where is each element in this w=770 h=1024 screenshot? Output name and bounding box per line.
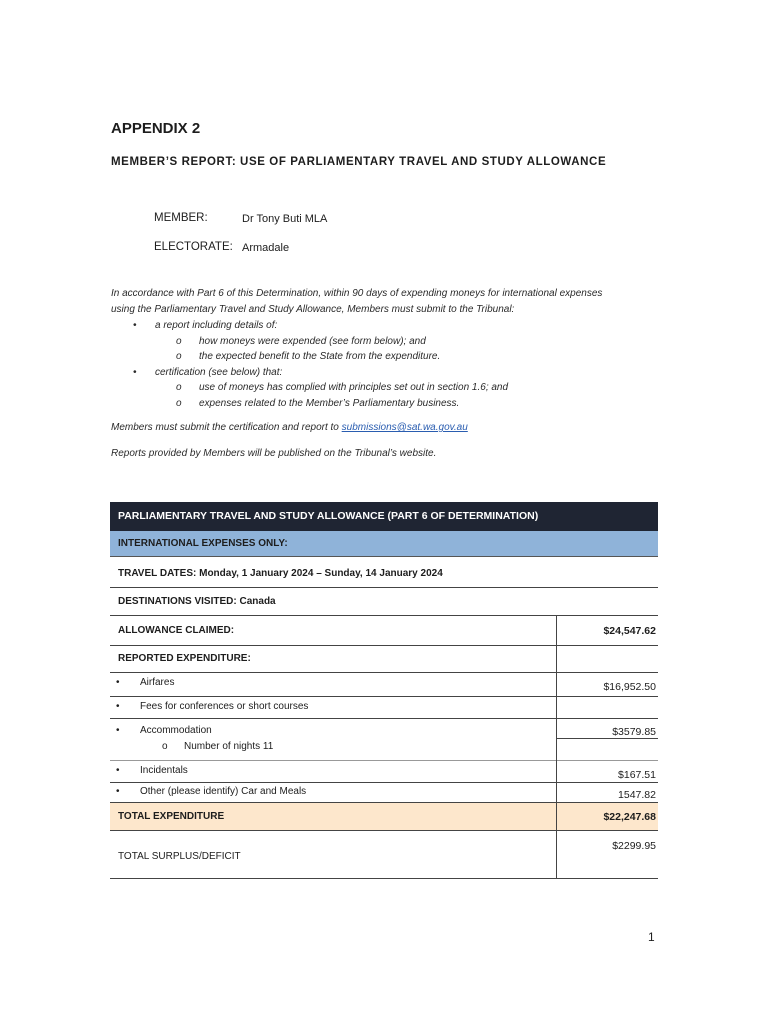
sub-bullet-marker: o xyxy=(176,351,182,362)
report-subtitle: MEMBER’S REPORT: USE OF PARLIAMENTARY TRAVEL AND STUDY ALLOWANCE xyxy=(111,156,607,168)
accommodation-row xyxy=(110,719,658,761)
destinations-label: DESTINATIONS VISITED: Canada xyxy=(118,596,276,607)
bullet-certification: certification (see below) that: xyxy=(155,367,283,378)
bullet-marker: • xyxy=(116,677,120,688)
value-column-divider xyxy=(556,616,557,879)
total-expenditure-label: TOTAL EXPENDITURE xyxy=(118,811,225,822)
incidentals-label: Incidentals xyxy=(140,765,188,776)
sub-bullet-marker: o xyxy=(176,336,182,347)
total-expenditure-value: $22,247.68 xyxy=(603,811,656,823)
electorate-value: Armadale xyxy=(242,242,290,254)
nights-label: Number of nights 11 xyxy=(184,741,274,752)
airfares-row xyxy=(110,673,658,697)
other-row xyxy=(110,783,658,803)
allowance-claimed-value: $24,547.62 xyxy=(603,625,656,637)
surplus-deficit-label: TOTAL SURPLUS/DEFICIT xyxy=(118,851,241,862)
table-header-label: PARLIAMENTARY TRAVEL AND STUDY ALLOWANCE (PART 6 OF DETERMINATION) xyxy=(118,510,539,522)
sub-bullet-moneys: how moneys were expended (see form below); and xyxy=(199,336,426,347)
bullet-marker: • xyxy=(116,786,120,797)
published-note: Reports provided by Members will be published on the Tribunal’s website. xyxy=(111,448,437,459)
intro-line-2: using the Parliamentary Travel and Study Allowance, Members must submit to the Tribunal: xyxy=(111,304,515,315)
other-value: 1547.82 xyxy=(618,789,656,801)
total-expenditure-row xyxy=(110,803,658,831)
sub-bullet-business: expenses related to the Member’s Parliamentary business. xyxy=(199,398,460,409)
fees-row xyxy=(110,697,658,719)
accommodation-value-divider xyxy=(557,738,658,739)
appendix-heading: APPENDIX 2 xyxy=(111,120,201,137)
sub-bullet-marker: o xyxy=(176,382,182,393)
submit-text: Members must submit the certification and report to xyxy=(111,422,339,433)
allowance-claimed-label: ALLOWANCE CLAIMED: xyxy=(118,625,235,636)
surplus-deficit-value: $2299.95 xyxy=(612,840,656,852)
reported-expenditure-row xyxy=(110,646,658,673)
fees-label: Fees for conferences or short courses xyxy=(140,701,309,712)
sub-bullet-marker: o xyxy=(176,398,182,409)
bullet-report: a report including details of: xyxy=(155,320,278,331)
electorate-label: ELECTORATE: xyxy=(154,241,233,253)
intro-line-1: In accordance with Part 6 of this Determination, within 90 days of expending moneys for international expenses xyxy=(111,288,603,299)
airfares-label: Airfares xyxy=(140,677,175,688)
reported-expenditure-label: REPORTED EXPENDITURE: xyxy=(118,653,251,664)
accommodation-value: $3579.85 xyxy=(612,726,656,738)
travel-dates-row xyxy=(110,558,658,588)
bullet-marker: • xyxy=(133,320,137,331)
table-subheader-label: INTERNATIONAL EXPENSES ONLY: xyxy=(118,538,288,549)
sub-bullet-marker: o xyxy=(162,741,168,752)
airfares-value: $16,952.50 xyxy=(603,681,656,693)
member-label: MEMBER: xyxy=(154,212,208,224)
submissions-email-link[interactable]: submissions@sat.wa.gov.au xyxy=(341,422,468,433)
accommodation-label: Accommodation xyxy=(140,725,212,736)
incidentals-value: $167.51 xyxy=(618,769,656,781)
allowance-claimed-row xyxy=(110,616,658,646)
sub-bullet-benefit: the expected benefit to the State from the expenditure. xyxy=(199,351,441,362)
table-subheader xyxy=(110,531,658,557)
other-label: Other (please identify) Car and Meals xyxy=(140,786,307,797)
bullet-marker: • xyxy=(133,367,137,378)
surplus-deficit-row xyxy=(110,831,658,879)
bullet-marker: • xyxy=(116,725,120,736)
incidentals-row xyxy=(110,761,658,783)
table-header xyxy=(110,502,658,531)
travel-dates-label: TRAVEL DATES: Monday, 1 January 2024 – Sunday, 14 January 2024 xyxy=(118,568,443,579)
page-number: 1 xyxy=(648,930,655,944)
member-value: Dr Tony Buti MLA xyxy=(242,213,328,225)
bullet-marker: • xyxy=(116,765,120,776)
destinations-row xyxy=(110,588,658,616)
bullet-marker: • xyxy=(116,701,120,712)
submit-instruction xyxy=(111,422,468,433)
sub-bullet-compliance: use of moneys has complied with principles set out in section 1.6; and xyxy=(199,382,509,393)
